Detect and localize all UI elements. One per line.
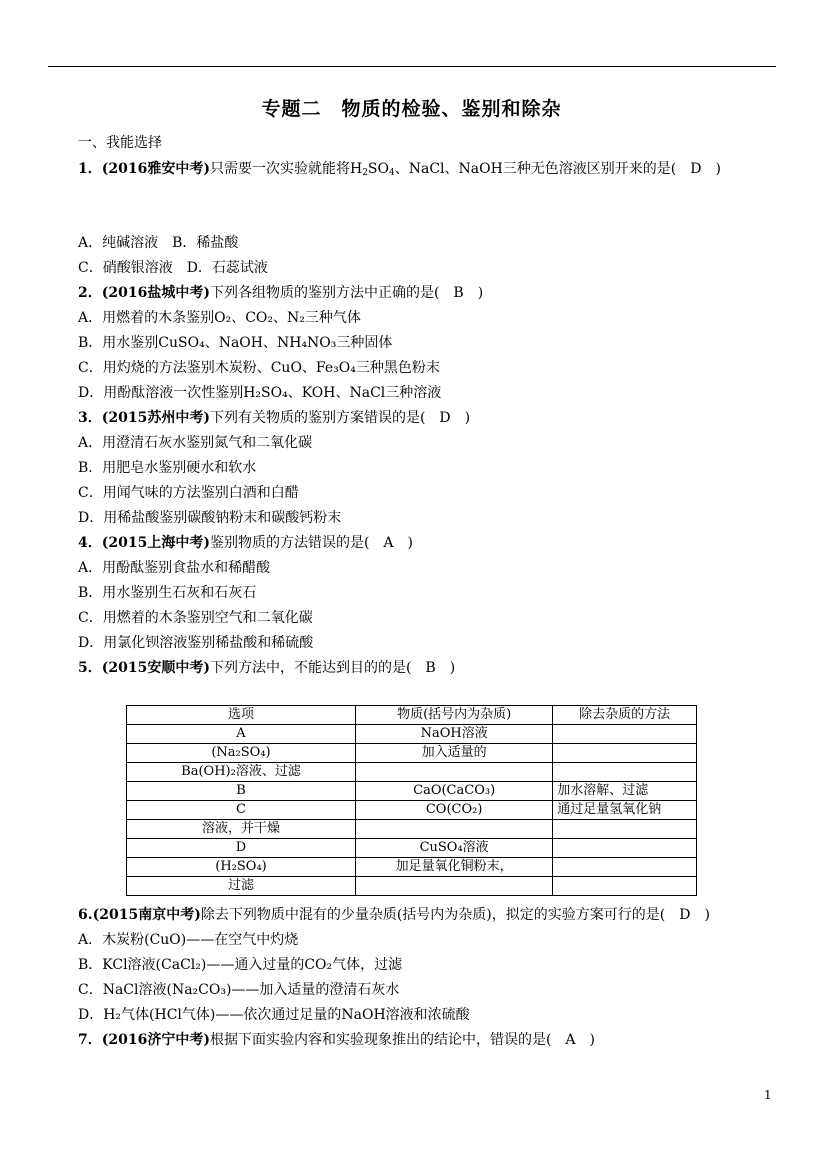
page-number: 1 (764, 1088, 772, 1102)
table-row (127, 858, 697, 877)
table-cell: (H₂SO₄) (127, 858, 356, 877)
table-cell (356, 877, 553, 896)
q6-option-c: C．NaCl溶液(Na₂CO₃)——加入适量的澄清石灰水 (78, 982, 400, 998)
q6-option-b: B．KCl溶液(CaCl₂)——通入过量的CO₂气体，过滤 (78, 957, 403, 973)
table-cell: 通过足量氢氧化钠 (553, 801, 697, 820)
table-cell: A (127, 725, 356, 744)
question-1: 1．(2016雅安中考)只需要一次实验就能将$H_2SO_4$、NaCl、NaOH三种无色溶液区别开来的是( D ) (78, 161, 721, 178)
table-cell (553, 763, 697, 782)
table-row (127, 801, 697, 820)
table-cell: Ba(OH)₂溶液、过滤 (127, 763, 356, 782)
header-rule (48, 66, 776, 67)
table-cell: 溶液，并干燥 (127, 820, 356, 839)
table-header-row (127, 706, 697, 725)
q3-option-c: C．用闻气味的方法鉴别白酒和白醋 (78, 485, 299, 501)
table-cell (553, 820, 697, 839)
q4-option-a: A．用酚酞鉴别食盐水和稀醋酸 (78, 560, 271, 576)
q1-options-cd: C．硝酸银溶液 D．石蕊试液 (78, 260, 268, 276)
q3-option-d: D．用稀盐酸鉴别碳酸钠粉末和碳酸钙粉末 (78, 510, 342, 526)
q4-option-d: D．用氯化钡溶液鉴别稀盐酸和稀硫酸 (78, 635, 314, 651)
question-4: 4．(2015上海中考)鉴别物质的方法错误的是( A ) (78, 535, 414, 551)
question-7: 7．(2016济宁中考)根据下面实验内容和实验现象推出的结论中，错误的是( A ) (78, 1032, 596, 1048)
table-cell: CO(CO₂) (356, 801, 553, 820)
table-header: 物质(括号内为杂质) (356, 706, 553, 725)
table-cell (356, 820, 553, 839)
q3-option-a: A．用澄清石灰水鉴别氮气和二氧化碳 (78, 435, 313, 451)
page-title: 专题二 物质的检验、鉴别和除杂 (261, 98, 562, 120)
table-cell: B (127, 782, 356, 801)
question-3: 3．(2015苏州中考)下列有关物质的鉴别方案错误的是( D ) (78, 410, 471, 426)
table-row (127, 839, 697, 858)
table-cell: C (127, 801, 356, 820)
table-cell: 过滤 (127, 877, 356, 896)
table-row (127, 820, 697, 839)
q2-option-c: C．用灼烧的方法鉴别木炭粉、CuO、Fe₃O₄三种黑色粉末 (78, 360, 440, 376)
table-cell (553, 744, 697, 763)
table-row (127, 725, 697, 744)
table-cell: CaO(CaCO₃) (356, 782, 553, 801)
table-row (127, 782, 697, 801)
q2-option-d: D．用酚酞溶液一次性鉴别H₂SO₄、KOH、NaCl三种溶液 (78, 385, 442, 401)
question-6: 6.(2015南京中考)除去下列物质中混有的少量杂质(括号内为杂质)，拟定的实验方案可行的是( D ) (78, 907, 710, 923)
table-cell: 加足量氧化铜粉末， (356, 858, 553, 877)
table-cell (553, 877, 697, 896)
q1-options-ab: A．纯碱溶液 B．稀盐酸 (78, 235, 239, 251)
q2-option-a: A．用燃着的木条鉴别O₂、CO₂、N₂三种气体 (78, 310, 361, 326)
table-row (127, 744, 697, 763)
table-cell (553, 858, 697, 877)
q6-option-d: D．H₂气体(HCl气体)——依次通过足量的NaOH溶液和浓硫酸 (78, 1007, 470, 1023)
table-cell (553, 839, 697, 858)
table-row (127, 763, 697, 782)
q4-option-b: B．用水鉴别生石灰和石灰石 (78, 585, 257, 601)
q6-option-a: A．木炭粉(CuO)——在空气中灼烧 (78, 932, 299, 948)
q3-option-b: B．用肥皂水鉴别硬水和软水 (78, 460, 257, 476)
q4-option-c: C．用燃着的木条鉴别空气和二氧化碳 (78, 610, 313, 626)
table-cell: D (127, 839, 356, 858)
table-cell: (Na₂SO₄) (127, 744, 356, 763)
q2-option-b: B．用水鉴别CuSO₄、NaOH、NH₄NO₃三种固体 (78, 335, 393, 351)
table-header: 选项 (127, 706, 356, 725)
question-5: 5．(2015安顺中考)下列方法中，不能达到目的的是( B ) (78, 660, 456, 676)
table-cell: NaOH溶液 (356, 725, 553, 744)
table-cell (356, 763, 553, 782)
question-2: 2．(2016盐城中考)下列各组物质的鉴别方法中正确的是( B ) (78, 285, 484, 301)
q5-table (126, 705, 697, 896)
table-row (127, 877, 697, 896)
table-cell (553, 725, 697, 744)
table-cell: 加水溶解、过滤 (553, 782, 697, 801)
section-heading: 一、我能选择 (78, 135, 162, 151)
table-cell: 加入适量的 (356, 744, 553, 763)
table-cell: CuSO₄溶液 (356, 839, 553, 858)
table-header: 除去杂质的方法 (553, 706, 697, 725)
